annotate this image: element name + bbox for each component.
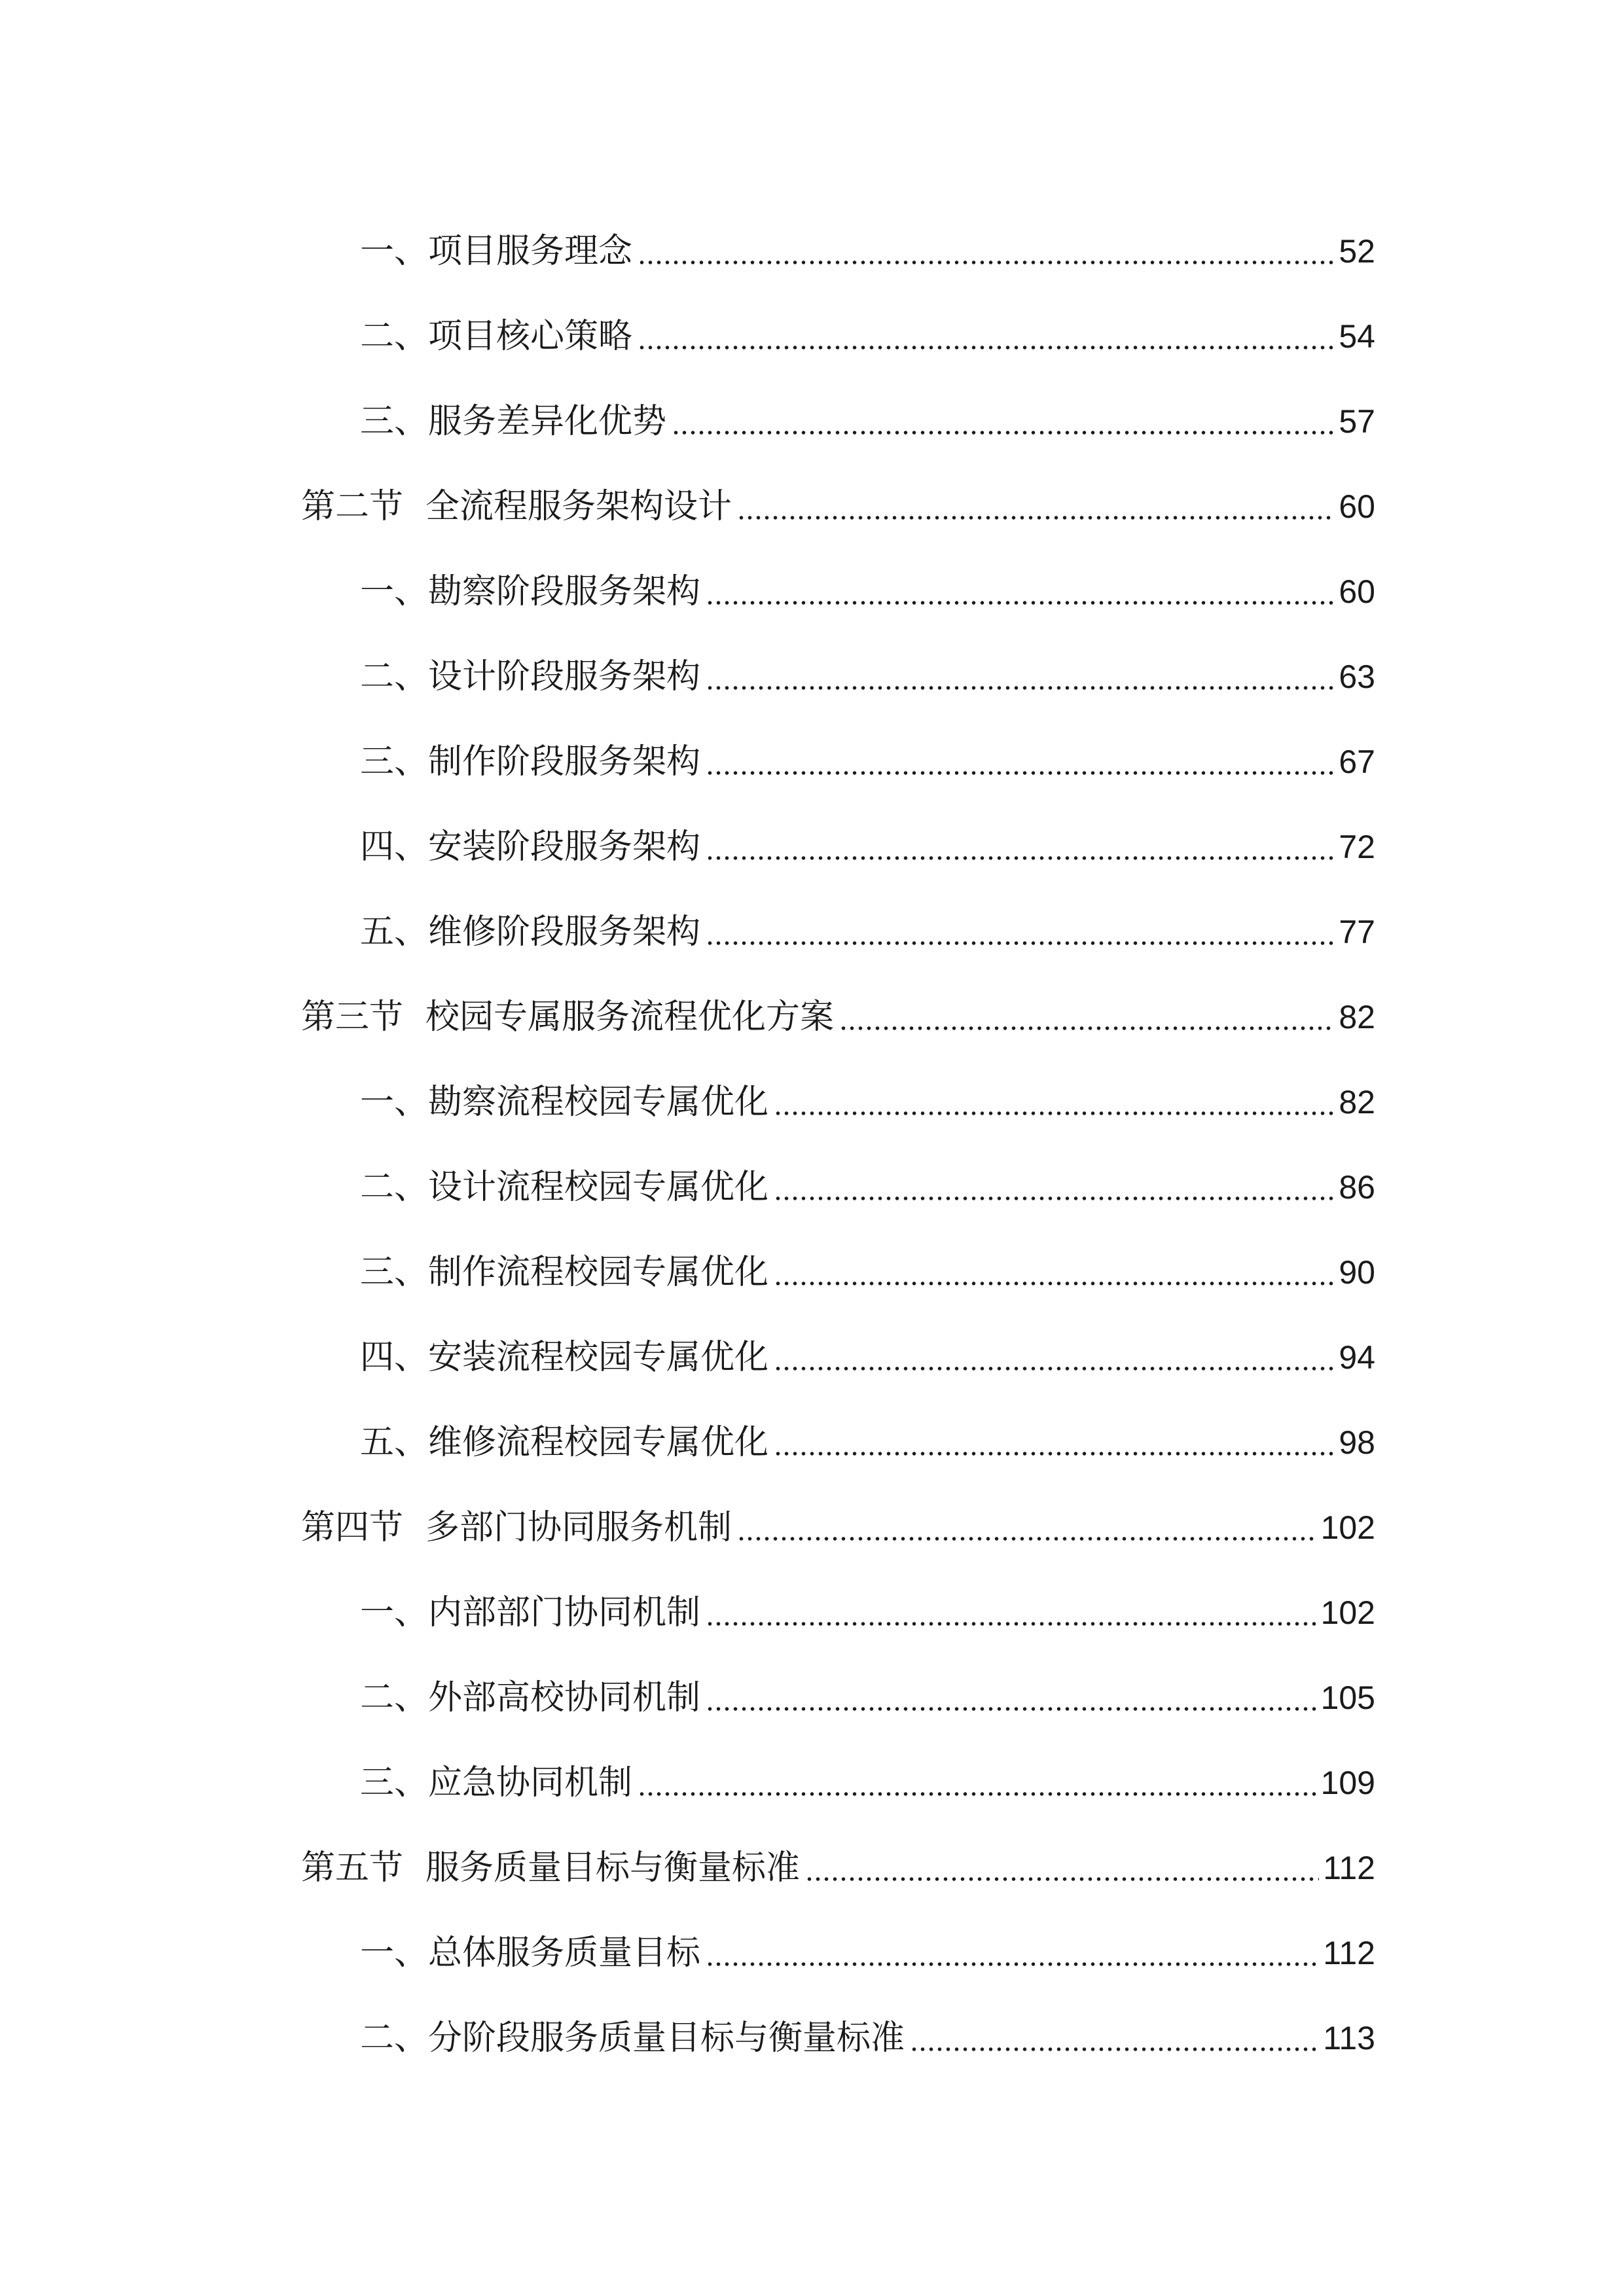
toc-entry-title: [360, 230, 638, 272]
toc-entry-text: 三、制作流程校园专属优化: [360, 1253, 769, 1292]
toc-entry-text: 一、总体服务质量目标: [360, 1933, 701, 1973]
dot-leader: [774, 1251, 1335, 1293]
toc-section-entry[interactable]: [301, 1483, 1375, 1549]
dot-leader: [774, 1336, 1335, 1378]
toc-page-number: 57: [1339, 403, 1375, 440]
toc-page-number: 102: [1320, 1509, 1375, 1546]
toc-section-number: 第五节: [301, 1848, 404, 1888]
toc-subsection-entry[interactable]: [360, 1568, 1375, 1634]
toc-section-entry[interactable]: [301, 462, 1375, 528]
toc-page-number: 109: [1320, 1765, 1375, 1801]
toc-subsection-entry[interactable]: [360, 1653, 1375, 1719]
toc-entry-text: 五、维修流程校园专属优化: [360, 1423, 769, 1462]
toc-subsection-entry[interactable]: [360, 292, 1375, 357]
toc-subsection-entry[interactable]: [360, 1398, 1375, 1463]
toc-entry-text: 服务质量目标与衡量标准: [425, 1848, 801, 1888]
toc-section-number: 第四节: [301, 1508, 404, 1547]
dot-leader: [805, 1847, 1319, 1889]
toc-entry-text: 二、项目核心策略: [360, 317, 633, 356]
toc-entry-text: 五、维修阶段服务架构: [360, 912, 701, 952]
toc-entry-title: [360, 1336, 774, 1378]
toc-entry-text: 校园专属服务流程优化方案: [425, 997, 835, 1037]
dot-leader: [672, 401, 1335, 442]
toc-subsection-entry[interactable]: [360, 1058, 1375, 1123]
toc-page-number: 112: [1323, 1850, 1375, 1886]
toc-entry-title: [360, 1592, 706, 1634]
toc-entry-text: 三、应急协同机制: [360, 1763, 633, 1803]
dot-leader: [638, 230, 1335, 272]
toc-entry-title: [360, 2017, 910, 2059]
toc-entry-title: [360, 315, 638, 357]
toc-entry-title: [360, 1251, 774, 1293]
toc-entry-title: [360, 656, 706, 698]
toc-entry-title: [360, 571, 706, 613]
toc-page-number: 60: [1339, 488, 1375, 525]
toc-entry-text: 一、勘察阶段服务架构: [360, 572, 701, 611]
toc-entry-text: 一、勘察流程校园专属优化: [360, 1083, 769, 1122]
toc-page-number: 63: [1339, 658, 1375, 695]
toc-entry-text: 四、安装流程校园专属优化: [360, 1338, 769, 1377]
toc-entry-text: 二、外部高校协同机制: [360, 1678, 701, 1717]
toc-entry-title: [301, 996, 839, 1038]
toc-entry-title: [360, 1166, 774, 1208]
toc-entry-text: 四、安装阶段服务架构: [360, 827, 701, 867]
toc-entry-title: [360, 1081, 774, 1123]
toc-entry-text: 一、内部部门协同机制: [360, 1593, 701, 1632]
dot-leader: [638, 1762, 1317, 1804]
toc-subsection-entry[interactable]: [360, 632, 1375, 698]
toc-entry-title: [360, 1932, 706, 1974]
toc-page-number: 98: [1339, 1424, 1375, 1461]
toc-entry-title: [360, 826, 706, 868]
toc-subsection-entry[interactable]: [360, 1994, 1375, 2059]
toc-subsection-entry[interactable]: [360, 1909, 1375, 1974]
dot-leader: [774, 1422, 1335, 1463]
dot-leader: [737, 486, 1335, 528]
toc-subsection-entry[interactable]: [360, 802, 1375, 868]
toc-page-number: 77: [1339, 914, 1375, 950]
toc-page-number: 112: [1323, 1935, 1375, 1971]
dot-leader: [706, 1932, 1319, 1974]
toc-subsection-entry[interactable]: [360, 207, 1375, 272]
toc-entry-text: 二、设计流程校园专属优化: [360, 1168, 769, 1207]
dot-leader: [706, 741, 1335, 783]
toc-entry-title: [360, 1762, 638, 1804]
toc-page-number: 94: [1339, 1339, 1375, 1376]
toc-entry-title: [301, 1847, 805, 1889]
toc-entry-text: 二、设计阶段服务架构: [360, 657, 701, 696]
dot-leader: [774, 1166, 1335, 1208]
toc-entry-text: 多部门协同服务机制: [425, 1508, 732, 1547]
toc-entry-text: 二、分阶段服务质量目标与衡量标准: [360, 2018, 905, 2058]
toc-page-number: 86: [1339, 1169, 1375, 1206]
dot-leader: [706, 911, 1335, 953]
toc-entry-title: [360, 1422, 774, 1463]
toc-subsection-entry[interactable]: [360, 717, 1375, 783]
toc-page-number: 60: [1339, 573, 1375, 610]
toc-entry-title: [360, 401, 672, 442]
toc-entry-text: 一、项目服务理念: [360, 232, 633, 271]
toc-section-entry[interactable]: [301, 973, 1375, 1038]
toc-entry-title: [301, 1507, 737, 1549]
toc-subsection-entry[interactable]: [360, 377, 1375, 442]
toc-page-number: 105: [1320, 1679, 1375, 1716]
toc-page-number: 113: [1323, 2020, 1375, 2056]
toc-section-number: 第二节: [301, 487, 404, 526]
toc-subsection-entry[interactable]: [360, 1143, 1375, 1208]
toc-subsection-entry[interactable]: [360, 888, 1375, 953]
dot-leader: [706, 826, 1335, 868]
toc-section-entry[interactable]: [301, 1823, 1375, 1889]
toc-entry-title: [360, 741, 706, 783]
dot-leader: [706, 571, 1335, 613]
dot-leader: [910, 2017, 1319, 2059]
toc-section-number: 第三节: [301, 997, 404, 1037]
dot-leader: [737, 1507, 1317, 1549]
toc-entry-text: 三、服务差异化优势: [360, 402, 667, 441]
toc-entry-text: 三、制作阶段服务架构: [360, 742, 701, 781]
toc-page-number: 90: [1339, 1254, 1375, 1291]
dot-leader: [706, 656, 1335, 698]
toc-entry-title: [301, 486, 737, 528]
dot-leader: [774, 1081, 1335, 1123]
dot-leader: [638, 315, 1335, 357]
toc-subsection-entry[interactable]: [360, 1738, 1375, 1804]
toc-page-number: 82: [1339, 1084, 1375, 1121]
toc-entry-title: [360, 911, 706, 953]
toc-page-number: 54: [1339, 318, 1375, 355]
toc-entry-title: [360, 1677, 706, 1719]
dot-leader: [706, 1677, 1317, 1719]
toc-page-number: 72: [1339, 829, 1375, 865]
dot-leader: [706, 1592, 1317, 1634]
dot-leader: [839, 996, 1335, 1038]
toc-subsection-entry[interactable]: [360, 1228, 1375, 1293]
toc-page-number: 52: [1339, 233, 1375, 270]
toc-page-number: 82: [1339, 999, 1375, 1035]
toc-entry-text: 全流程服务架构设计: [425, 487, 732, 526]
toc-page-number: 67: [1339, 744, 1375, 780]
toc-subsection-entry[interactable]: [360, 547, 1375, 613]
toc-subsection-entry[interactable]: [360, 1313, 1375, 1378]
toc-page-number: 102: [1320, 1594, 1375, 1631]
